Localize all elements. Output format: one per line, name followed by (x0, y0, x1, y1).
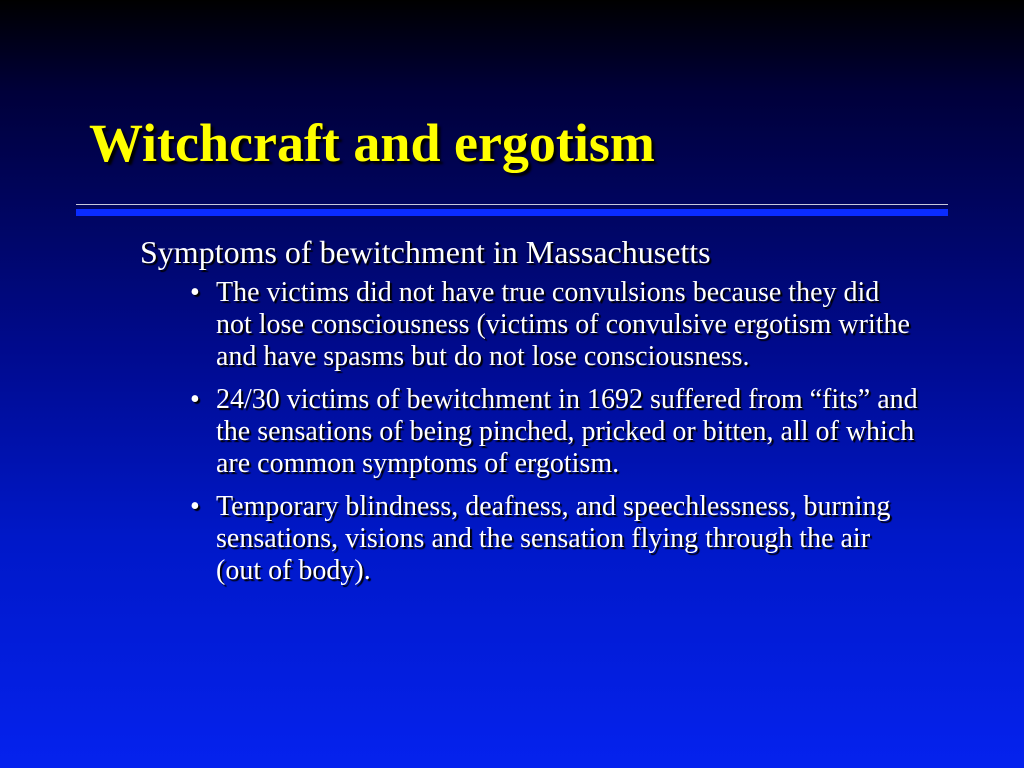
bullet-dot-icon: • (190, 384, 200, 415)
bullet-dot-icon: • (190, 277, 200, 308)
bullet-text: 24/30 victims of bewitchment in 1692 suffered from “fits” and the sensations of being pinched, pricked or bitten, all of which are common symptoms of ergotism. (216, 384, 918, 479)
slide-body (140, 233, 940, 598)
bullet-list (190, 277, 922, 587)
title-divider-thick (76, 209, 948, 216)
body-heading: Symptoms of bewitchment in Massachusetts (140, 234, 711, 270)
slide-title: Witchcraft and ergotism (89, 113, 655, 173)
bullet-text: Temporary blindness, deafness, and speechlessness, burning sensations, visions and the sensation flying through the air (out of body). (216, 491, 891, 586)
bullet-item (190, 277, 922, 373)
bullet-text: The victims did not have true convulsions because they did not lose consciousness (victims of convulsive ergotism writhe and have spasms but do not lose consciousness. (216, 277, 910, 372)
bullet-dot-icon: • (190, 491, 200, 522)
title-divider-thin (76, 204, 948, 205)
bullet-item (190, 491, 922, 587)
bullet-item (190, 384, 922, 480)
